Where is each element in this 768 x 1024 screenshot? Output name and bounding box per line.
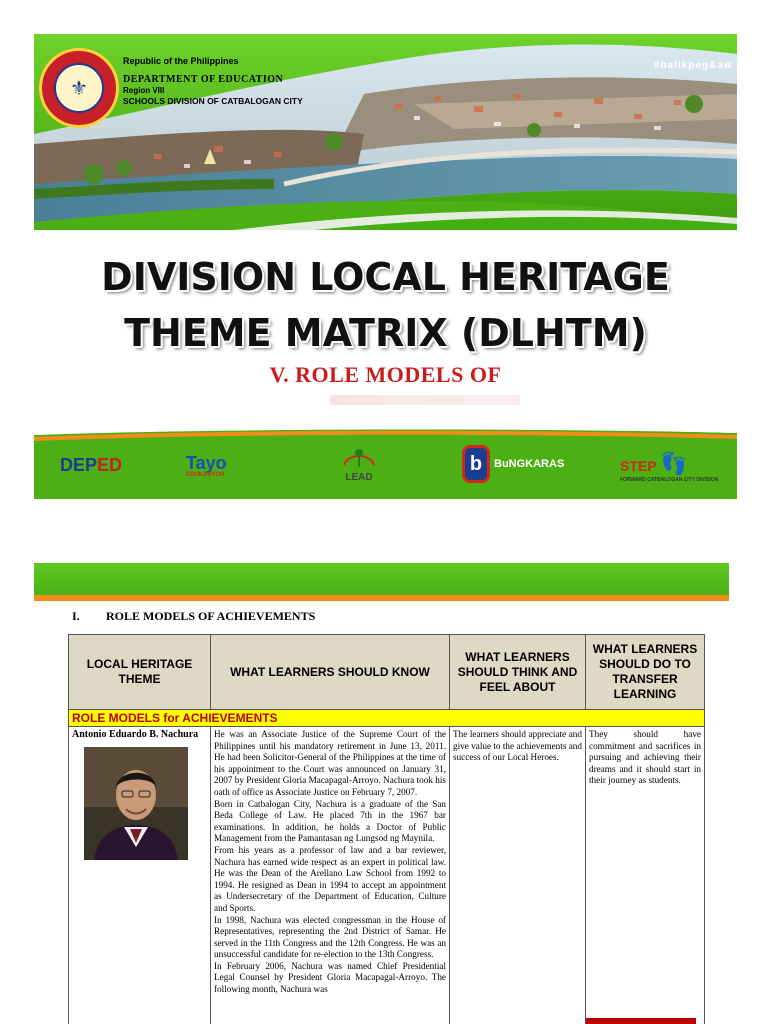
division-label: SCHOOLS DIVISION OF CATBALOGAN CITY — [123, 96, 303, 106]
document-subtitle: V. ROLE MODELS OF — [269, 362, 502, 387]
know-paragraph: From his years as a professor of law and a bar reviewer, Nachura has earned wide respect as an expert in political law. He was the Dean of the Arellano Law School from 1992 to 1994. He resigned as Dean in 1994 to accept an appointment as Undersecretary of the Department of Education, Culture and Sports. — [214, 844, 446, 913]
deped-logo-text-a: DEP — [60, 455, 98, 475]
header-banner — [34, 34, 737, 230]
step-logo-text: STEP — [620, 458, 657, 474]
tayo-logo — [186, 453, 227, 478]
partner-logo-strip — [34, 425, 737, 499]
republic-label: Republic of the Philippines — [123, 56, 239, 66]
column-header-know: WHAT LEARNERS SHOULD KNOW — [211, 635, 450, 710]
know-cell — [211, 727, 450, 1024]
column-header-do: WHAT LEARNERS SHOULD DO TO TRANSFER LEARNING — [586, 635, 705, 710]
think-feel-text: The learners should appreciate and give value to the achievements and success of our Local Heroes. — [453, 729, 582, 763]
tayo-logo-text: Tayo — [186, 453, 227, 473]
deped-logo — [60, 455, 122, 476]
deped-division-seal — [39, 48, 119, 128]
category-label: ROLE MODELS for ACHIEVEMENTS — [69, 710, 705, 727]
portrait-image — [84, 747, 188, 860]
bungkaras-logo — [462, 445, 564, 483]
section-title: ROLE MODELS OF ACHIEVEMENTS — [106, 609, 316, 623]
bungkaras-mark-icon: b — [462, 445, 490, 483]
bottom-accent-line — [586, 1018, 696, 1024]
footprint-icon: 👣 — [660, 451, 688, 476]
document-title-line-1: DIVISION LOCAL HERITAGE — [101, 255, 670, 299]
lead-tree-icon — [334, 447, 384, 469]
tayo-logo-subtext: EDUKASYON — [186, 472, 225, 478]
column-header-theme: LOCAL HERITAGE THEME — [69, 635, 211, 710]
banner-hashtag: #balikpeg&aw — [654, 60, 733, 71]
heritage-theme-matrix-table — [68, 634, 705, 1024]
section-divider-accent — [34, 595, 729, 601]
region-label: Region VIII — [123, 86, 165, 95]
department-header — [123, 56, 303, 106]
category-row — [69, 710, 705, 727]
transfer-cell — [586, 727, 705, 1024]
bungkaras-logo-text: BuNGKARAS — [494, 457, 565, 470]
know-paragraph: In February 2006, Nachura was named Chief Presidential Legal Counsel by President Gloria Macapagal-Arroyo. The following month, Nachura was — [214, 960, 446, 995]
know-paragraph: In 1998, Nachura was elected congressman in the House of Representatives, representing the 2nd District of Samar. He served in the 11th Congress and the 12th Congress. He was an unsuccessful candidate for re-election to the 13th Congress. — [214, 914, 446, 960]
think-feel-cell — [450, 727, 586, 1024]
department-label: DEPARTMENT OF EDUCATION — [123, 74, 284, 85]
lead-logo — [334, 447, 384, 483]
faded-subtitle-text — [330, 395, 520, 405]
lead-logo-text: LEAD — [345, 472, 373, 483]
role-model-name: Antonio Eduardo B. Nachura — [72, 729, 199, 740]
role-model-portrait — [84, 747, 188, 860]
section-number: I. — [72, 609, 80, 623]
seal-emblem-icon: ⚜ — [54, 63, 104, 113]
deped-logo-text-b: ED — [97, 455, 123, 475]
table-header-row — [69, 635, 705, 710]
table-row — [69, 727, 705, 1024]
theme-cell — [69, 727, 211, 1024]
know-paragraph: Born in Catbalogan City, Nachura is a graduate of the San Beda College of Law. He placed 7th in the 1967 bar examinations. In addition, he holds a Doctor of Public Management from the Pamantasan ng Lungsod ng Maynila. — [214, 798, 446, 844]
section-heading — [72, 609, 315, 624]
transfer-text: They should have commitment and sacrifices in pursuing and achieving their dreams and it should start in their journey as students. — [589, 729, 701, 786]
know-paragraph: He was an Associate Justice of the Supreme Court of the Philippines until his mandatory retirement in June 13, 2011. He had been Solicitor-General of the Philippines at the time of his appointment to the Court was announced on January 31, 2007 by President Gloria Macapagal-Arroyo. Nachura took his oath of office as Associate Justice on February 7, 2007. — [214, 729, 446, 797]
column-header-think-feel: WHAT LEARNERS SHOULD THINK AND FEEL ABOUT — [450, 635, 586, 710]
step-forward-logo — [620, 451, 718, 483]
step-logo-subtext: FORWARD CATBALOGAN CITY DIVISION — [620, 477, 719, 483]
document-title-line-2: THEME MATRIX (DLHTM) — [124, 311, 647, 355]
